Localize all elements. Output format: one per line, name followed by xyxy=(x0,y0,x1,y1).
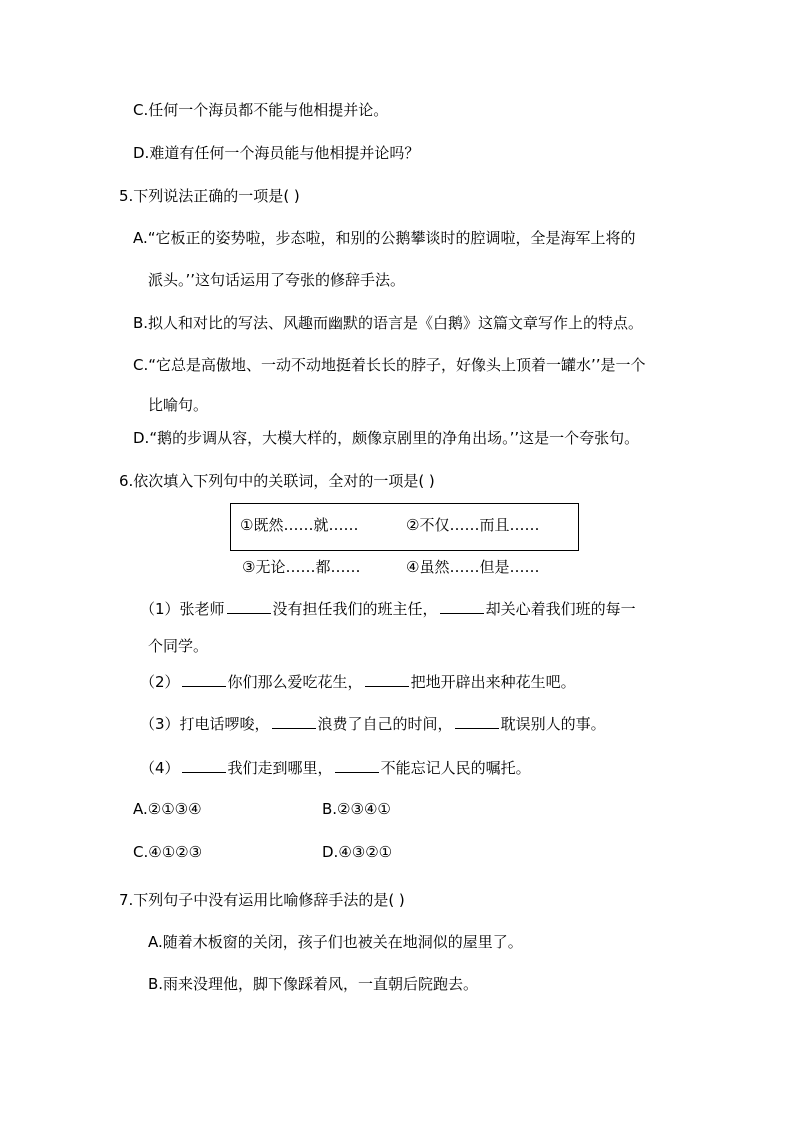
q6-s1-part-a: （1）张老师 xyxy=(140,600,225,618)
fill-blank[interactable] xyxy=(182,758,226,773)
q6-choice-4: ④虽然……但是…… xyxy=(406,558,540,576)
q6-s4-part-b: 我们走到哪里， xyxy=(227,759,333,777)
q6-sentence-3 xyxy=(140,714,606,734)
q6-sentence-2 xyxy=(140,672,576,692)
q5-option-d: D.“鹅的步调从容，大模大样的，颇像京剧里的净角出场。’’这是一个夸张句。 xyxy=(133,429,640,447)
q5-option-a-line2: 派头。’’这句话运用了夸张的修辞手法。 xyxy=(148,271,406,289)
q6-s2-part-c: 把地开辟出来种花生吧。 xyxy=(410,673,576,691)
q6-s3-part-c: 耽误别人的事。 xyxy=(500,715,606,733)
fill-blank[interactable] xyxy=(272,714,316,729)
q6-option-a: A.②①③④ xyxy=(133,800,202,818)
q6-s2-part-b: 你们那么爱吃花生， xyxy=(227,673,363,691)
fill-blank[interactable] xyxy=(455,714,499,729)
q6-sentence-4 xyxy=(140,758,531,778)
fill-blank[interactable] xyxy=(182,672,226,687)
q6-stem: 6.依次填入下列句中的关联词，全对的一项是( ) xyxy=(119,472,435,490)
q5-stem: 5.下列说法正确的一项是( ) xyxy=(119,187,300,205)
q4-option-c: C.任何一个海员都不能与他相提并论。 xyxy=(133,101,389,119)
fill-blank[interactable] xyxy=(440,599,484,614)
q6-s2-part-a: （2） xyxy=(140,673,180,691)
q5-option-b: B.拟人和对比的写法、风趣而幽默的语言是《白鹅》这篇文章写作上的特点。 xyxy=(133,314,644,332)
q5-option-c-line2: 比喻句。 xyxy=(148,396,209,414)
fill-blank[interactable] xyxy=(227,599,271,614)
q6-choice-2: ②不仅……而且…… xyxy=(406,516,540,534)
q6-option-b: B.②③④① xyxy=(322,800,391,818)
q6-option-c: C.④①②③ xyxy=(133,843,203,861)
q5-option-a-line1: A.“它板正的姿势啦，步态啦，和别的公鹅攀谈时的腔调啦，全是海军上将的 xyxy=(133,229,636,247)
fill-blank[interactable] xyxy=(335,758,379,773)
q6-choice-3: ③无论……都…… xyxy=(242,558,361,576)
q6-sentence-1 xyxy=(140,599,636,619)
q5-option-c-line1: C.“它总是高傲地、一动不动地挺着长长的脖子，好像头上顶着一罐水’’是一个 xyxy=(133,356,646,374)
q6-s1-part-c: 却关心着我们班的每一 xyxy=(485,600,636,618)
q7-stem: 7.下列句子中没有运用比喻修辞手法的是( ) xyxy=(119,891,405,909)
q6-s3-part-a: （3）打电话啰唆， xyxy=(140,715,270,733)
q6-sentence-1-line2: 个同学。 xyxy=(148,637,209,655)
q6-s3-part-b: 浪费了自己的时间， xyxy=(317,715,453,733)
q6-s1-part-b: 没有担任我们的班主任， xyxy=(272,600,438,618)
q6-choice-1: ①既然……就…… xyxy=(240,516,359,534)
q6-option-d: D.④③②① xyxy=(322,843,393,861)
q4-option-d: D.难道有任何一个海员能与他相提并论吗？ xyxy=(133,144,420,162)
q7-option-b: B.雨来没理他，脚下像踩着风，一直朝后院跑去。 xyxy=(148,975,479,993)
fill-blank[interactable] xyxy=(365,672,409,687)
q6-s4-part-a: （4） xyxy=(140,759,180,777)
q7-option-a: A.随着木板窗的关闭，孩子们也被关在地洞似的屋里了。 xyxy=(148,933,523,951)
q6-s4-part-c: 不能忘记人民的嘱托。 xyxy=(380,759,531,777)
